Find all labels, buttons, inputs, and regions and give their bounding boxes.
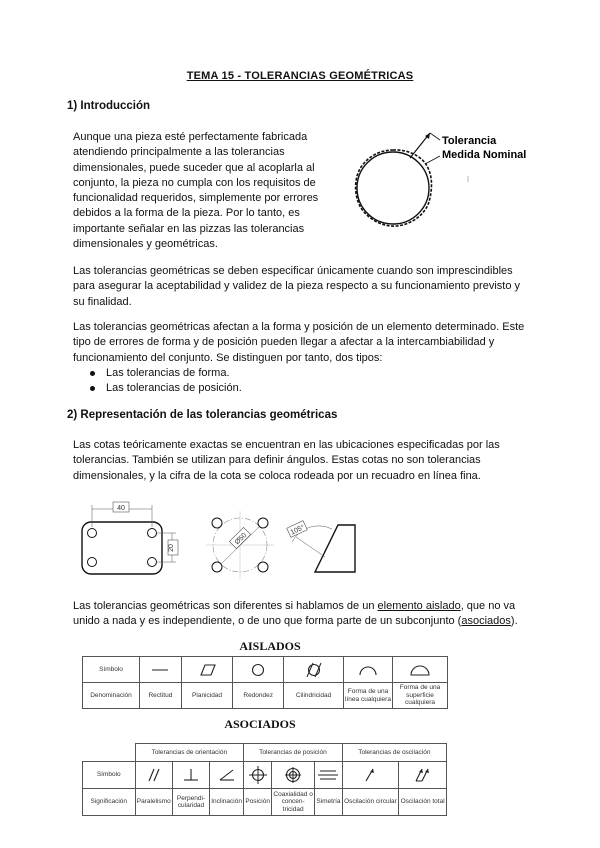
text-line: Las cotas teóricamente exactas se encuentran en las ubicaciones especificadas por las (73, 439, 500, 451)
row-header: Símbolo (83, 762, 136, 789)
intro-line: dimensionales y geométricas. (73, 238, 218, 251)
name-cell: Redondez (233, 683, 284, 709)
group-header: Tolerancias de oscilación (342, 744, 446, 762)
dimension-label: Ø50 (233, 531, 249, 547)
symbol-cell (135, 762, 172, 789)
table-row (83, 683, 448, 709)
paragraph-isolated-associated (73, 599, 563, 630)
name-cell: Oscilación total (399, 789, 447, 816)
position-icon (247, 766, 269, 784)
tolerance-label: Tolerancia (442, 135, 497, 147)
text-line (73, 599, 563, 614)
straightness-icon (149, 663, 171, 677)
surface-profile-icon (407, 663, 433, 677)
text-line: Las tolerancias geométricas se deben especificar únicamente cuando son imprescindibles (73, 265, 513, 277)
group-header: Tolerancias de posición (244, 744, 343, 762)
name-cell: Planicidad (181, 683, 232, 709)
table-row (83, 789, 447, 816)
name-cell: Oscilación circular (342, 789, 399, 816)
circularity-icon (247, 663, 269, 677)
isolated-tolerances-table (82, 656, 448, 709)
intro-line: importante señalar en las pizzas las tolerancias (73, 222, 305, 235)
angle-drawing (287, 521, 355, 572)
symbol-cell (172, 762, 209, 789)
text-line: para asegurar la aceptabilidad y validez de la pieza respecto a su funcionamiento previsto y (73, 280, 520, 293)
intro-paragraph (73, 130, 343, 252)
row-header: Símbolo (83, 657, 140, 683)
text-span: Las tolerancias geométricas son diferentes si hablamos de un (73, 600, 378, 612)
dimension-label: 20 (168, 544, 175, 552)
intro-line: conjunto, la pieza no cumpla con los requisitos de (73, 176, 316, 189)
symmetry-icon (317, 768, 339, 782)
name-cell: Inclinación (209, 789, 243, 816)
page-title: TEMA 15 - TOLERANCIAS GEOMÉTRICAS (186, 70, 414, 82)
intro-line: debidos a la forma de la pieza. Por lo tanto, es (73, 207, 300, 220)
symbol-cell (393, 657, 448, 683)
name-cell: Forma de una línea cualquiera (344, 683, 393, 709)
name-cell: Coaxialidad o concen-tricidad (272, 789, 315, 816)
angularity-icon (216, 767, 238, 783)
text-line: funcionamiento del conjunto. Se distinguen por tanto, dos tipos: (73, 351, 383, 364)
table-row (83, 744, 447, 762)
symbol-cell (272, 762, 315, 789)
dimension-label: 105° (289, 524, 306, 537)
name-cell: Cilindricidad (284, 683, 344, 709)
intro-line: funcionalidad requeridos, simplemente por errores (73, 192, 319, 205)
isolated-table-title: AISLADOS (239, 639, 301, 653)
tolerance-types-list (80, 366, 242, 397)
intro-line: Aunque una pieza esté perfectamente fabricada (73, 131, 308, 143)
name-cell: Perpendi-cularidad (172, 789, 209, 816)
term-associated: asociados (461, 615, 511, 628)
paragraph-acceptability (73, 264, 553, 310)
text-span: , que no va (460, 600, 516, 612)
list-item: Las tolerancias de posición. (80, 381, 242, 396)
symbol-cell (315, 762, 343, 789)
symbol-cell (342, 762, 399, 789)
term-isolated-element: elemento aislado (377, 600, 461, 612)
name-cell: Posición (244, 789, 272, 816)
name-cell: Simetría (315, 789, 343, 816)
cylindricity-icon (303, 662, 325, 678)
name-cell: Forma de una superficie cualquiera (393, 683, 448, 709)
paragraph-exact-dimensions (73, 438, 553, 484)
associated-table-title: ASOCIADOS (224, 717, 296, 731)
section-2-heading: 2) Representación de las tolerancias geométricas (67, 409, 338, 421)
text-line: dimensionales, y la cifra de la cota se coloca rodeada por un recuadro en línea fina. (73, 469, 481, 482)
parallelism-icon (143, 767, 165, 783)
row-header: Denominación (83, 683, 140, 709)
group-header: Tolerancias de orientación (135, 744, 244, 762)
tolerance-circle-figure (345, 128, 545, 243)
circular-runout-icon (359, 767, 381, 783)
total-runout-icon (411, 767, 435, 783)
associated-tolerances-table (82, 743, 447, 816)
dimension-label: 40 (117, 505, 125, 512)
section-1-heading: 1) Introducción (67, 100, 151, 112)
symbol-cell (233, 657, 284, 683)
symbol-cell (209, 762, 243, 789)
table-row (83, 762, 447, 789)
symbol-cell (399, 762, 447, 789)
exact-dimensions-figure (70, 497, 370, 582)
symbol-cell (244, 762, 272, 789)
text-span: unido a nada y es independiente, o de uno que forma parte de un subconjunto ( (73, 615, 462, 628)
symbol-cell (181, 657, 232, 683)
flatness-icon (196, 663, 218, 677)
plate-drawing (82, 502, 178, 574)
symbol-cell (284, 657, 344, 683)
name-cell: Rectitud (140, 683, 182, 709)
perpendicularity-icon (180, 767, 202, 783)
symbol-cell (140, 657, 182, 683)
text-line: su finalidad. (73, 295, 132, 308)
bolt-circle-drawing (206, 511, 274, 579)
concentricity-icon (282, 766, 304, 784)
text-line (73, 614, 563, 629)
row-header: Significación (83, 789, 136, 816)
line-profile-icon (357, 663, 379, 677)
table-row (83, 657, 448, 683)
empty-cell (83, 744, 136, 762)
text-line: tipo de errores de forma y de posición pueden llegar a afectar a la intercambiabilidad y (73, 336, 495, 349)
text-line: tolerancias. También se utilizan para definir ángulos. Estas cotas no son tolerancias (73, 454, 481, 467)
name-cell: Paralelismo (135, 789, 172, 816)
intro-line: dimensionales, puede suceder que al acoplarla al (73, 161, 315, 174)
list-item: Las tolerancias de forma. (80, 366, 242, 381)
symbol-cell (344, 657, 393, 683)
paragraph-form-position (73, 320, 563, 366)
text-span: ). (510, 615, 518, 628)
text-line: Las tolerancias geométricas afectan a la forma y posición de un elemento determinado. Este (73, 321, 525, 333)
intro-line: atendiendo principalmente a las tolerancias (73, 146, 285, 159)
nominal-label: Medida Nominal (442, 149, 527, 161)
